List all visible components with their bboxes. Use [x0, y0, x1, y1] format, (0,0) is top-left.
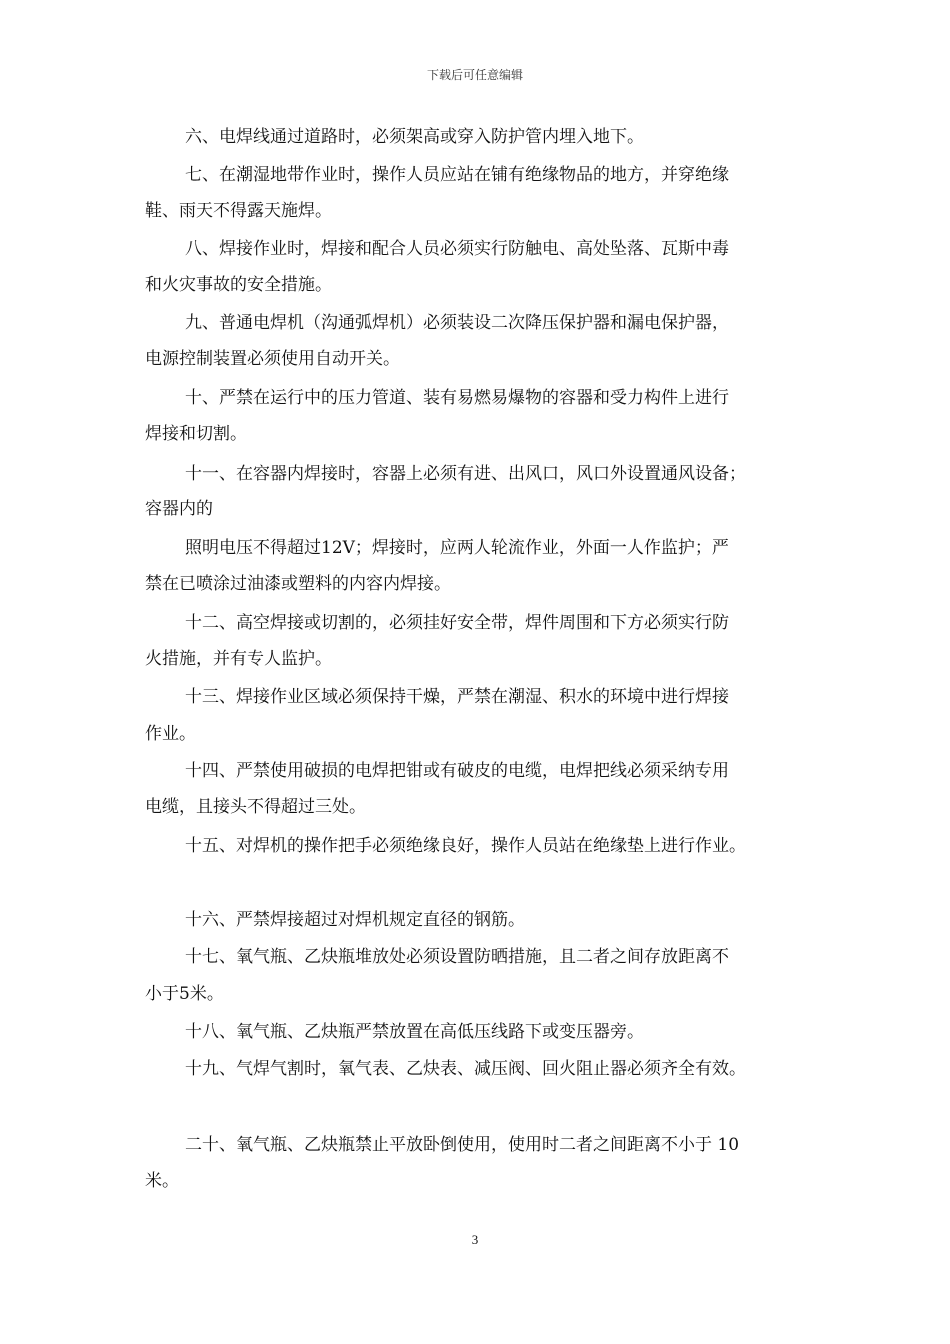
- paragraph-line: 十九、气焊气割时，氧气表、乙炔表、减压阀、回火阻止器必须齐全有效。: [185, 1059, 746, 1079]
- page-number: 3: [471, 1232, 479, 1247]
- paragraph-line: 十七、氧气瓶、乙炔瓶堆放处必须设置防晒措施，且二者之间存放距离不: [185, 947, 729, 967]
- paragraph-line: 火措施，并有专人监护。: [145, 649, 332, 669]
- paragraph-line: 禁在已喷涂过油漆或塑料的内容内焊接。: [145, 574, 451, 594]
- paragraph-line: 焊接和切割。: [145, 424, 247, 444]
- paragraph-line: 照明电压不得超过12V；焊接时，应两人轮流作业，外面一人作监护；严: [185, 538, 729, 558]
- paragraph-line: 二十、氧气瓶、乙炔瓶禁止平放卧倒使用，使用时二者之间距离不小于 10: [185, 1135, 740, 1155]
- paragraph-line: 十二、高空焊接或切割的，必须挂好安全带，焊件周围和下方必须实行防: [185, 613, 729, 633]
- paragraph-line: 八、焊接作业时，焊接和配合人员必须实行防触电、高处坠落、瓦斯中毒: [185, 239, 729, 259]
- paragraph-line: 十四、严禁使用破损的电焊把钳或有破皮的电缆，电焊把线必须采纳专用: [185, 761, 729, 781]
- paragraph-line: 十一、在容器内焊接时，容器上必须有进、出风口，风口外设置通风设备；: [185, 464, 746, 484]
- paragraph-line: 十五、对焊机的操作把手必须绝缘良好，操作人员站在绝缘垫上进行作业。: [185, 836, 746, 856]
- paragraph-line: 九、普通电焊机（沟通弧焊机）必须装设二次降压保护器和漏电保护器，: [185, 313, 729, 333]
- paragraph-line: 电源控制装置必须使用自动开关。: [145, 349, 400, 369]
- paragraph-line: 十三、焊接作业区域必须保持干燥，严禁在潮湿、积水的环境中进行焊接: [185, 687, 729, 707]
- paragraph-line: 电缆，且接头不得超过三处。: [145, 797, 366, 817]
- paragraph-line: 鞋、雨天不得露天施焊。: [145, 201, 332, 221]
- page-header: 下载后可任意编辑: [426, 68, 523, 82]
- paragraph-line: 作业。: [145, 724, 196, 744]
- paragraph-line: 七、在潮湿地带作业时，操作人员应站在铺有绝缘物品的地方，并穿绝缘: [185, 165, 729, 185]
- paragraph-line: 和火灾事故的安全措施。: [145, 275, 332, 295]
- paragraph-line: 容器内的: [145, 499, 213, 519]
- paragraph-line: 米。: [145, 1171, 179, 1191]
- paragraph-line: 小于5米。: [145, 984, 224, 1004]
- paragraph-line: 六、电焊线通过道路时，必须架高或穿入防护管内埋入地下。: [185, 127, 644, 147]
- paragraph-line: 十、严禁在运行中的压力管道、装有易燃易爆物的容器和受力构件上进行: [185, 388, 729, 408]
- paragraph-line: 十六、严禁焊接超过对焊机规定直径的钢筋。: [185, 910, 525, 930]
- paragraph-line: 十八、氧气瓶、乙炔瓶严禁放置在高低压线路下或变压器旁。: [185, 1022, 644, 1042]
